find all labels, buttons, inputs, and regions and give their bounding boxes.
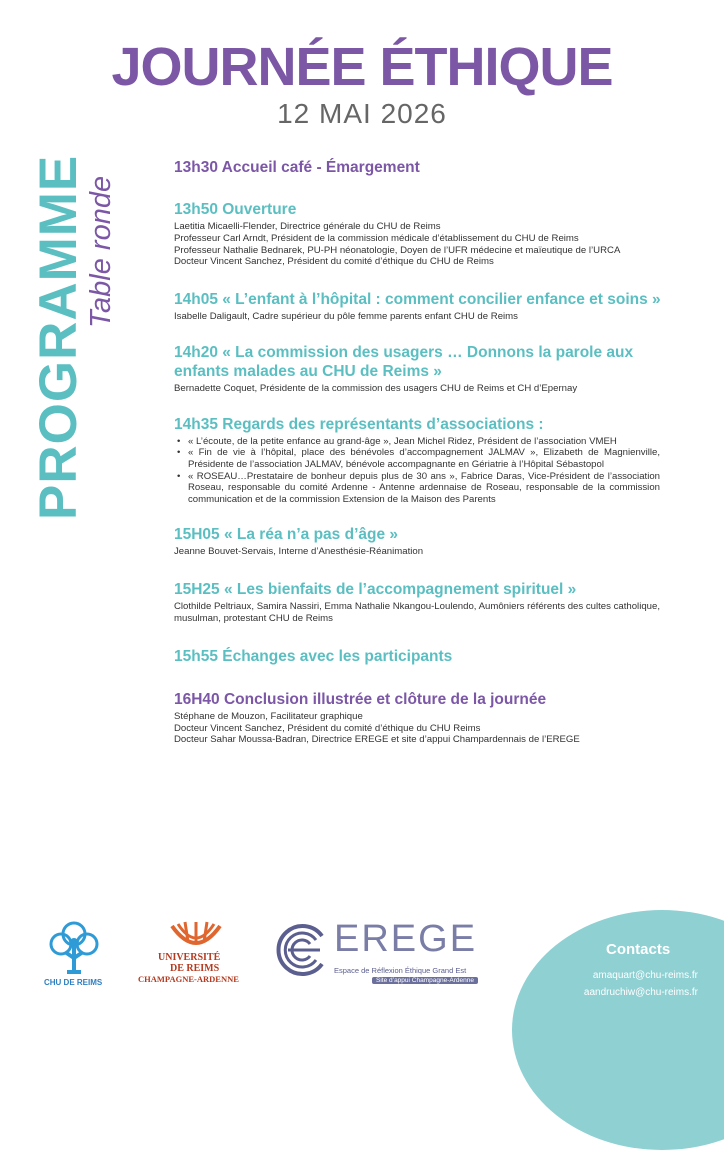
programme-label: PROGRAMME (29, 154, 88, 520)
speaker-line: Stéphane de Mouzon, Facilitateur graphique (174, 710, 363, 722)
program-item (174, 343, 660, 395)
program-item (174, 290, 660, 323)
university-name-3: CHAMPAGNE-ARDENNE (138, 974, 239, 984)
program-item (174, 647, 660, 666)
chu-logo-label: CHU DE REIMS (44, 978, 103, 987)
erege-site: Site d’appui Champagne-Ardenne (372, 977, 478, 984)
program-item (174, 200, 660, 268)
speaker-line: Docteur Vincent Sanchez, Président du comité d’éthique du CHU de Reims (174, 256, 494, 268)
university-name-1: UNIVERSITÉ (158, 952, 221, 963)
contact-email-2[interactable]: aandruchiw@chu-reims.fr (583, 987, 698, 998)
speaker-line: Docteur Vincent Sanchez, Président du comité d’éthique du CHU Reims (174, 722, 481, 734)
program-list (174, 158, 660, 764)
speaker-line: Docteur Sahar Moussa-Badran, Directrice EREGE et site d’appui Champardennais de l’EREGE (174, 734, 580, 746)
program-heading: 15h55 Échanges avec les participants (174, 647, 453, 665)
list-item: • « L’écoute, de la petite enfance au grand-âge », Jean Michel Ridez, Président de l’association VMEH (188, 436, 660, 448)
university-name-2: DE REIMS (170, 963, 220, 974)
speaker-line: Clothilde Peltriaux, Samira Nassiri, Emma Nathalie Nkangou-Loulendo, Aumôniers référents des cultes catholique, musulman, protestant CHU de Reims (174, 601, 660, 624)
speaker-line: Professeur Nathalie Bednarek, PU-PH néonatologie, Doyen de l’UFR médecine et maïeutique de l’URCA (174, 244, 621, 256)
list-item: • « Fin de vie à l’hôpital, place des bénévoles d’accompagnement JALMAV », Elizabeth de Magnienville, Présidente de l’association JALMAV, bénévole accompagnante en Gériatrie à l’Hôpital Sébastopol (188, 447, 660, 470)
list-item: • « ROSEAU…Prestataire de bonheur depuis plus de 30 ans », Fabrice Daras, Vice-Président de l’association Roseau, responsable du comité Ardenne - Antenne ardennaise de Roseau, responsable de la commission communication et de la commission Extension de la Maison des Parents (188, 471, 660, 506)
contacts-title: Contacts (606, 941, 671, 958)
university-logo-icon (168, 920, 224, 952)
program-heading: 13h30 Accueil café - Émargement (174, 159, 420, 176)
speaker-line: Professeur Carl Arndt, Président de la commission médicale d’établissement du CHU de Reims (174, 232, 579, 244)
erege-name: EREGE (334, 918, 478, 960)
program-heading: 13h50 Ouverture (174, 201, 297, 218)
contact-email-1[interactable]: amaquart@chu-reims.fr (592, 970, 698, 981)
speaker-line: Jeanne Bouvet-Servais, Interne d’Anesthésie-Réanimation (174, 546, 424, 558)
erege-tagline: Espace de Réflexion Éthique Grand Est (334, 966, 467, 975)
program-item (174, 580, 660, 625)
speaker-line: Isabelle Daligault, Cadre supérieur du pôle femme parents enfant CHU de Reims (174, 311, 518, 323)
program-item (174, 690, 660, 746)
program-item (174, 525, 660, 558)
event-date: 12 MAI 2026 (277, 98, 447, 129)
table-ronde-label: Table ronde (85, 175, 117, 328)
association-list (174, 436, 660, 506)
erege-logo-icon (274, 922, 330, 978)
program-heading: 14h05 « L’enfant à l’hôpital : comment concilier enfance et soins » (174, 291, 661, 309)
program-item (174, 158, 660, 177)
page-title: JOURNÉE ÉTHIQUE (111, 37, 613, 97)
program-heading: 14h35 Regards des représentants d’associations : (174, 415, 544, 433)
program-heading: 16H40 Conclusion illustrée et clôture de la journée (174, 690, 547, 708)
program-item (174, 415, 660, 506)
program-heading: 15H25 « Les bienfaits de l’accompagnement spirituel » (174, 581, 577, 599)
chu-tree-logo-icon (47, 918, 101, 978)
program-heading: 15H05 « La réa n’a pas d’âge » (174, 526, 399, 544)
speaker-line: Bernadette Coquet, Présidente de la commission des usagers CHU de Reims et CH d’Epernay (174, 382, 578, 394)
program-heading: 14h20 « La commission des usagers … Donnons la parole aux enfants malades au CHU de Reims » (174, 343, 634, 380)
speaker-line: Laetitia Micaelli-Flender, Directrice générale du CHU de Reims (174, 221, 441, 232)
side-banner (29, 154, 117, 520)
